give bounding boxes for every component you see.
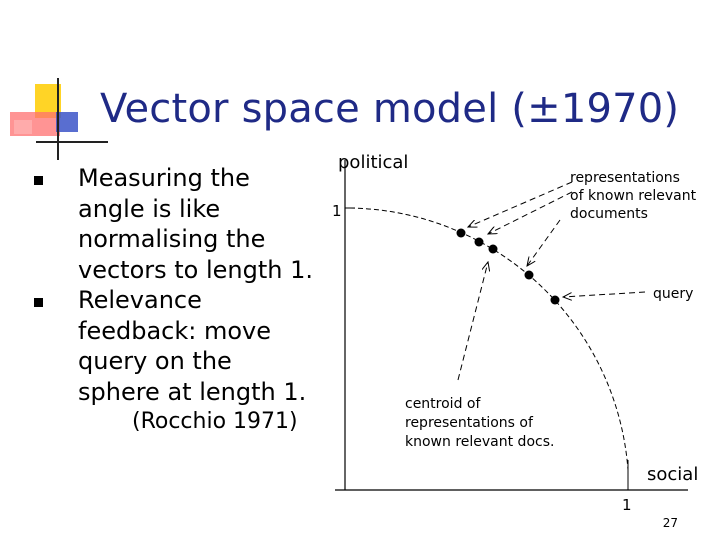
bullet-item <box>34 163 334 285</box>
doc-arrow <box>527 220 560 266</box>
bullet-line: query on the <box>78 347 232 375</box>
documents-label-line: of known relevant <box>570 188 697 204</box>
doc-arrow <box>468 182 572 227</box>
bullet-line: Measuring the <box>78 164 250 192</box>
query-point <box>551 296 560 305</box>
bullet-line: sphere at length 1. <box>78 377 307 406</box>
centroid-arrow <box>458 262 488 380</box>
bullet-item <box>34 285 334 407</box>
centroid-label-line: known relevant docs. <box>405 434 555 450</box>
bullet-line: angle is like <box>78 194 221 223</box>
document-point <box>475 238 484 247</box>
citation: (Rocchio 1971) <box>132 409 298 434</box>
centroid-label-line: representations of <box>405 415 533 431</box>
page-number: 27 <box>662 516 678 530</box>
documents-label <box>570 170 701 222</box>
bullet-marker <box>34 176 43 185</box>
bullet-line: normalising the <box>78 225 266 253</box>
x-tick-label: 1 <box>622 496 632 514</box>
centroid-label-line: centroid of <box>405 396 481 412</box>
doc-arrow <box>488 192 572 234</box>
query-label: query <box>653 286 694 302</box>
x-axis-label: social <box>647 464 699 485</box>
document-point <box>525 271 534 280</box>
bullet-list <box>34 163 334 437</box>
bullet-line: vectors to length 1. <box>78 255 314 284</box>
y-axis-label: political <box>338 152 409 173</box>
centroid-label <box>405 396 554 450</box>
logo-graphic <box>0 0 110 170</box>
slide-title: Vector space model (±1970) <box>100 86 680 132</box>
bullet-line: feedback: move <box>78 316 271 345</box>
bullet-line: Relevance <box>78 286 202 314</box>
query-arrow <box>563 292 645 297</box>
y-tick-label: 1 <box>332 202 342 220</box>
bullet-marker <box>34 298 43 307</box>
document-point <box>457 229 466 238</box>
documents-label-line: representations <box>570 170 680 186</box>
centroid-point <box>489 245 498 254</box>
documents-label-line: documents <box>570 206 648 222</box>
vector-space-diagram <box>320 140 710 515</box>
